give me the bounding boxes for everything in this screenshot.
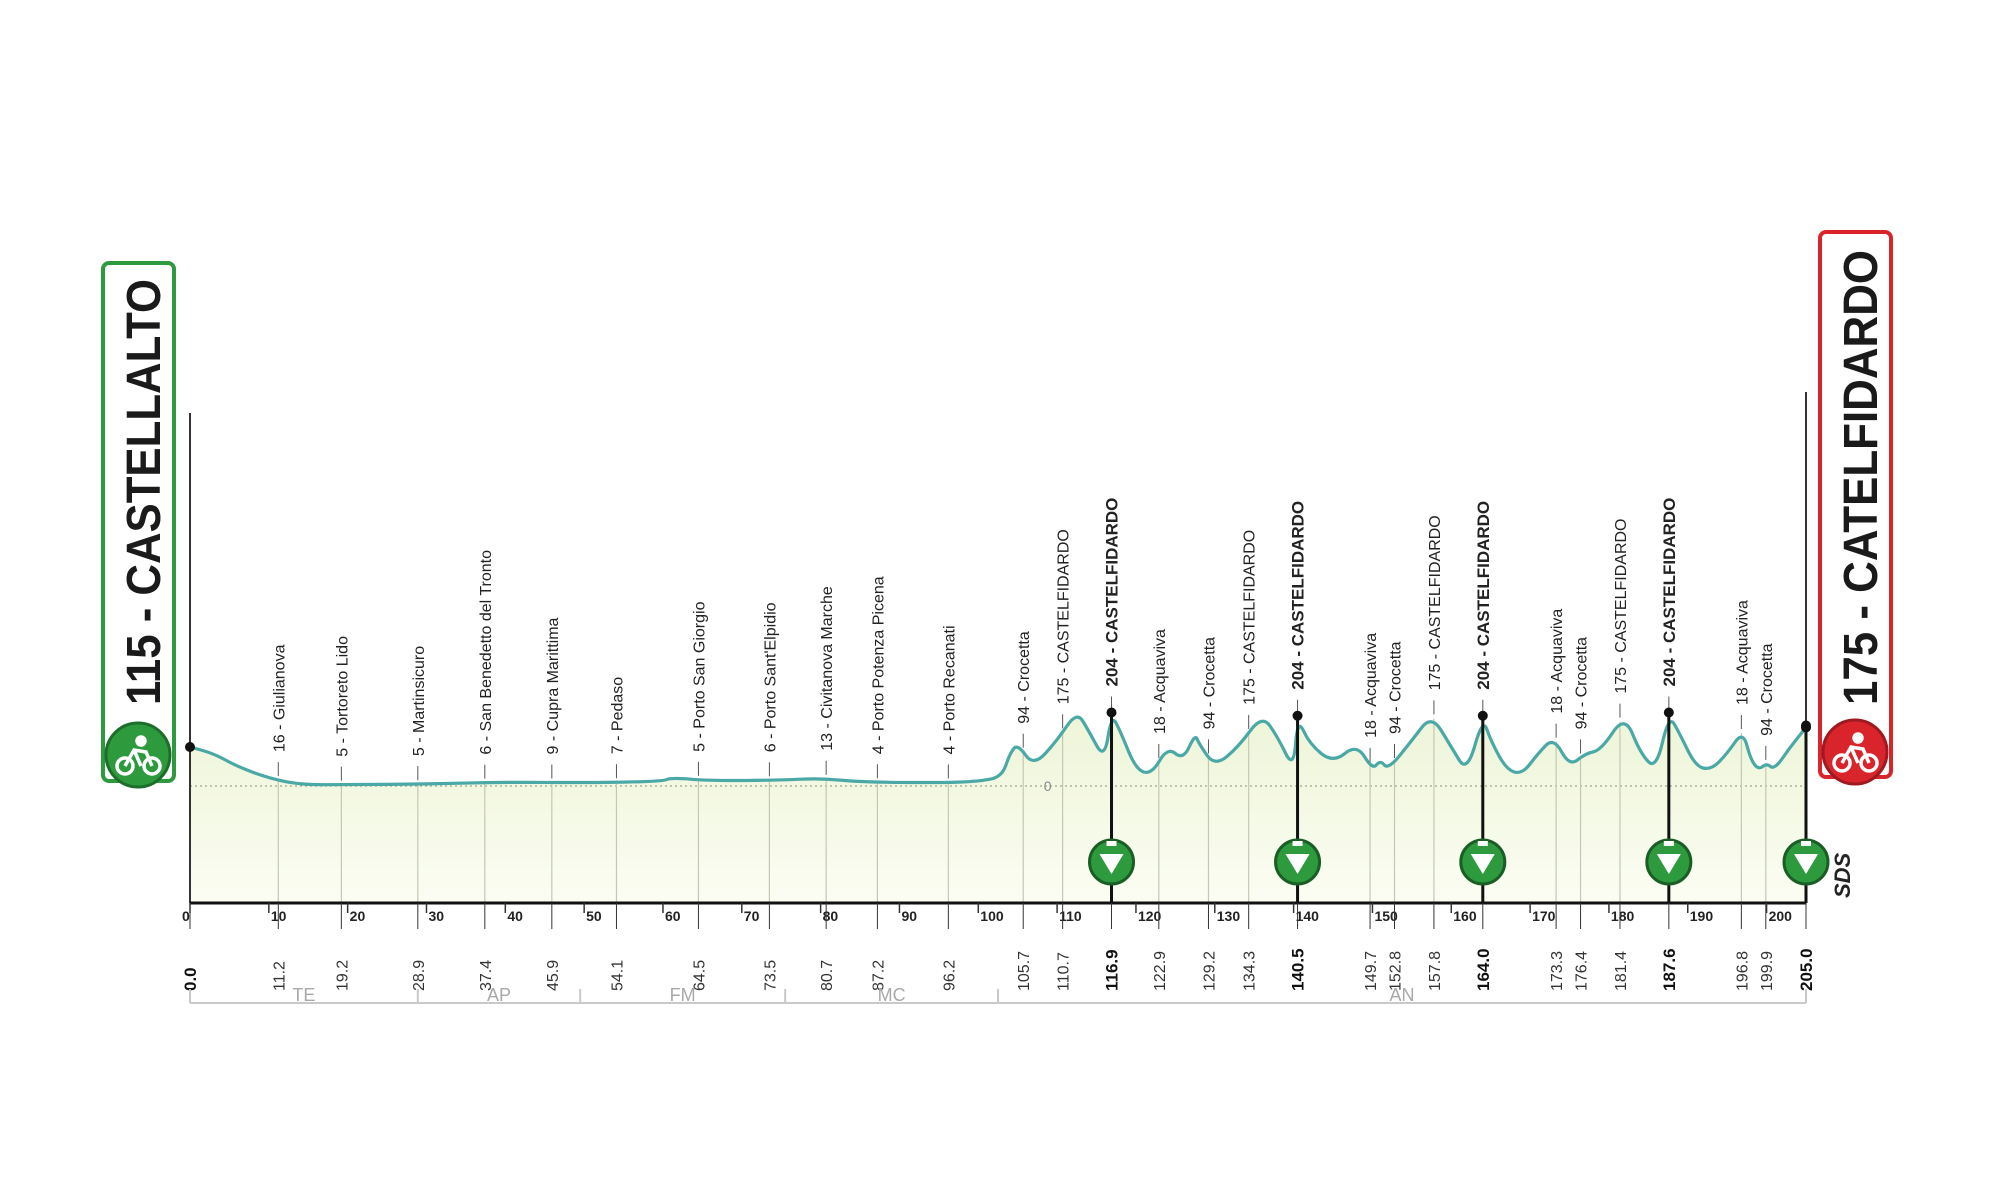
km-label: 87.2 [870, 959, 888, 991]
start-point [185, 742, 195, 752]
descent-icon-bar [1107, 841, 1117, 846]
place-label: 18 - Acquaviva [1549, 608, 1567, 714]
place-label: 175 - CASTELFIDARDO [1426, 515, 1444, 691]
km-label: 64.5 [691, 959, 709, 991]
km-label: 19.2 [334, 959, 352, 991]
region-label: TE [292, 985, 316, 1005]
km-label: 73.5 [762, 959, 780, 991]
place-label: 6 - Porto Sant'Elpidio [762, 602, 780, 753]
km-label: 196.8 [1734, 950, 1752, 991]
place-label: 204 - CASTELFIDARDO [1659, 497, 1679, 687]
sds-label: SDS [1830, 852, 1855, 898]
x-tick-label: 140 [1295, 908, 1319, 924]
x-tick-label: 70 [743, 908, 760, 924]
place-label: 204 - CASTELFIDARDO [1288, 500, 1308, 690]
km-label: 149.7 [1363, 950, 1381, 991]
place-label: 175 - CASTELFIDARDO [1241, 529, 1259, 705]
x-tick-label: 10 [270, 908, 287, 924]
place-label: 5 - Porto San Giorgio [691, 601, 709, 752]
zero-altitude-label: 0 [1043, 778, 1052, 794]
place-label: 175 - CASTELFIDARDO [1612, 518, 1630, 694]
place-label: 7 - Pedaso [609, 676, 627, 755]
place-label: 5 - Tortoreto Lido [334, 636, 352, 757]
place-label: 18 - Acquaviva [1363, 632, 1381, 738]
region-label: MC [877, 985, 906, 1005]
km-label: 205.0 [1797, 948, 1816, 991]
place-label: 6 - San Benedetto del Tronto [477, 550, 495, 755]
finish-marker [1820, 207, 1891, 784]
place-label: 94 - Crocetta [1573, 636, 1591, 730]
x-tick-label: 60 [664, 908, 681, 924]
place-label: 4 - Porto Potenza Picena [870, 576, 888, 755]
km-label: 122.9 [1151, 950, 1169, 991]
km-label: 105.7 [1016, 950, 1034, 991]
km-label: 140.5 [1288, 948, 1308, 991]
place-label: 204 - CASTELFIDARDO [1102, 497, 1122, 687]
km-label: 173.3 [1549, 950, 1567, 991]
descent-icon-bar [1664, 841, 1674, 846]
x-tick-label: 170 [1532, 908, 1556, 924]
km-label: 116.9 [1102, 949, 1122, 991]
place-label: 175 - CASTELFIDARDO [1055, 529, 1073, 705]
region-label: AP [487, 985, 512, 1005]
descent-icon-bar [1478, 841, 1488, 846]
place-label: 16 - Giulianova [271, 644, 289, 753]
km-label: 157.8 [1426, 950, 1444, 991]
circuit-point [1293, 711, 1303, 721]
profile-area-layer [190, 717, 1806, 903]
place-label: 5 - Martinsicuro [410, 645, 428, 757]
region-label: FM [669, 985, 696, 1005]
place-label: 204 - CASTELFIDARDO [1473, 500, 1493, 690]
place-labels [271, 498, 1776, 781]
descent-icon-bar [1293, 841, 1303, 846]
start-label: 115 - CASTELLALTO [118, 237, 171, 705]
circuit-point [1801, 721, 1811, 731]
circuit-point [1664, 708, 1674, 718]
place-label: 18 - Acquaviva [1151, 629, 1169, 735]
x-tick-label: 150 [1374, 908, 1398, 924]
circuit-point [1478, 711, 1488, 721]
km-label: 0.0 [181, 967, 200, 991]
place-label: 94 - Crocetta [1016, 631, 1034, 724]
x-tick-label: 120 [1137, 908, 1162, 924]
finish-label: 175 - CATELFIDARDO [1835, 207, 1888, 705]
x-tick-label: 110 [1059, 908, 1082, 924]
place-label: 13 - Civitanova Marche [819, 586, 837, 751]
km-label: 37.4 [477, 959, 495, 991]
x-tick-label: 90 [901, 908, 918, 924]
km-label: 110.7 [1055, 952, 1073, 991]
x-tick-label: 40 [507, 908, 523, 924]
km-label: 199.9 [1758, 950, 1776, 991]
km-label: 152.8 [1387, 950, 1405, 991]
place-label: 94 - Crocetta [1387, 641, 1405, 734]
x-tick-label: 180 [1610, 908, 1635, 924]
km-label: 54.1 [609, 959, 627, 991]
x-tick-label: 0 [182, 908, 190, 924]
km-label: 164.0 [1473, 948, 1493, 991]
x-tick-label: 20 [349, 908, 366, 924]
km-label: 96.2 [941, 959, 959, 991]
x-tick-label: 200 [1768, 908, 1792, 924]
km-label: 28.9 [410, 959, 428, 991]
x-tick-label: 100 [980, 908, 1004, 924]
km-label: 181.4 [1612, 950, 1630, 991]
circuit-point [1107, 708, 1117, 718]
x-tick-label: 130 [1216, 908, 1241, 924]
place-label: 94 - Crocetta [1201, 636, 1219, 730]
x-tick-label: 160 [1453, 908, 1477, 924]
place-label: 94 - Crocetta [1758, 643, 1776, 736]
x-tick-label: 190 [1689, 908, 1714, 924]
profile-fill [190, 717, 1806, 903]
descent-icon-bar [1801, 841, 1811, 846]
place-label: 18 - Acquaviva [1734, 600, 1752, 706]
km-label: 129.2 [1201, 950, 1219, 991]
km-label: 45.9 [544, 959, 562, 991]
km-label: 11.2 [271, 961, 289, 991]
x-tick-label: 30 [428, 908, 445, 924]
km-label: 176.4 [1573, 950, 1591, 991]
x-tick-label: 80 [822, 908, 839, 924]
place-label: 9 - Cupra Marittima [544, 617, 562, 755]
km-label: 80.7 [819, 959, 837, 991]
km-label: 187.6 [1659, 948, 1679, 991]
place-label: 4 - Porto Recanati [941, 625, 959, 755]
start-marker [103, 237, 174, 787]
region-label: AN [1389, 985, 1415, 1005]
x-tick-label: 50 [586, 908, 602, 924]
km-label: 134.3 [1241, 950, 1259, 991]
